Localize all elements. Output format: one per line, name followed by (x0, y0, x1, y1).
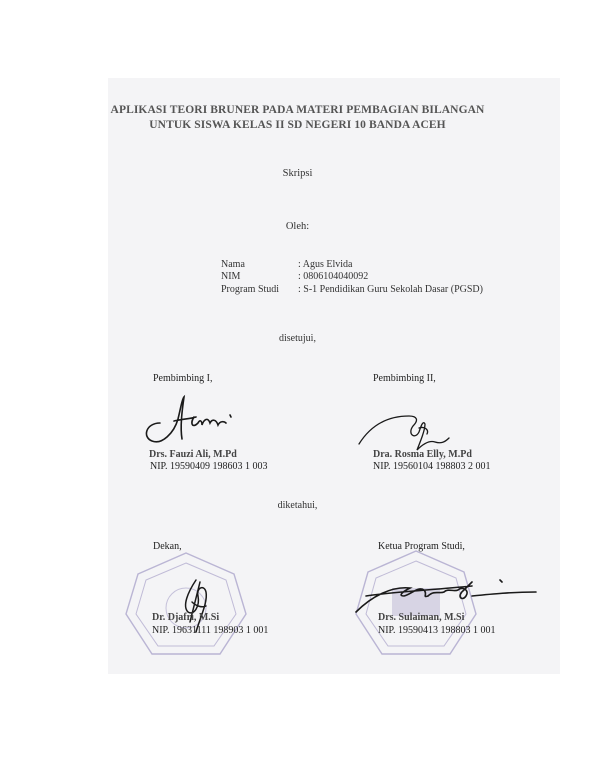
dean-role: Dekan, (153, 541, 182, 552)
advisor2-name: Dra. Rosma Elly, M.Pd (373, 449, 472, 460)
info-label-nim: NIM (221, 271, 241, 282)
info-value-name: : Agus Elvida (298, 259, 353, 270)
info-value-nim: : 0806104040092 (298, 271, 369, 282)
title-line-2: UNTUK SISWA KELAS II SD NEGERI 10 BANDA ACEH (149, 119, 446, 131)
advisor1-signature (138, 393, 248, 449)
dean-name: Dr. Djafri, M.Si (152, 612, 220, 623)
head-nip: NIP. 19590413 198803 1 001 (378, 625, 496, 636)
dean-nip: NIP. 19631111 198903 1 001 (152, 625, 269, 636)
head-signature (352, 566, 542, 618)
head-name: Drs. Sulaiman, M.Si (378, 612, 465, 623)
advisor1-name: Drs. Fauzi Ali, M.Pd (149, 449, 237, 460)
info-label-program: Program Studi (221, 284, 280, 295)
info-label-name: Nama (221, 259, 245, 270)
approved-label: disetujui, (279, 333, 316, 344)
advisor2-role: Pembimbing II, (373, 373, 436, 384)
title-line-1: APLIKASI TEORI BRUNER PADA MATERI PEMBAGIAN BILANGAN (110, 104, 485, 116)
acknowledged-label: diketahui, (277, 500, 318, 511)
advisor1-role: Pembimbing I, (153, 373, 213, 384)
info-value-program: : S-1 Pendidikan Guru Sekolah Dasar (PGSD) (298, 284, 483, 295)
advisor1-nip: NIP. 19590409 198603 1 003 (150, 461, 268, 472)
by-label: Oleh: (285, 221, 310, 232)
advisor2-nip: NIP. 19560104 198803 2 001 (373, 461, 491, 472)
document-type: Skripsi (282, 168, 313, 179)
head-role: Ketua Program Studi, (378, 541, 465, 552)
